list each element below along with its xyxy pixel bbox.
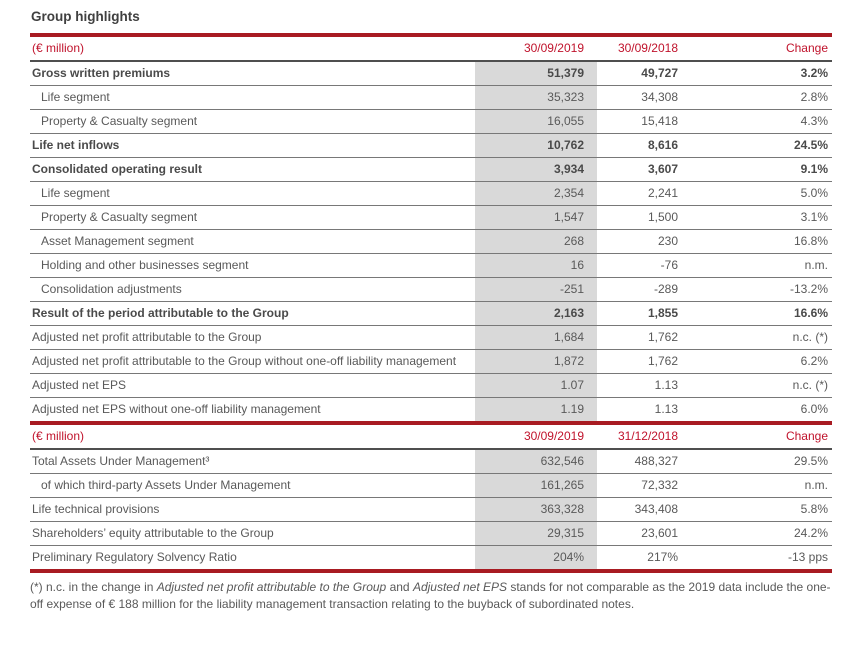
value-prior-period: 1.13 bbox=[654, 378, 678, 392]
table-row bbox=[30, 450, 832, 474]
row-label: Consolidation adjustments bbox=[41, 282, 182, 296]
row-label: Life technical provisions bbox=[32, 502, 160, 516]
table-body-section-1 bbox=[30, 62, 832, 421]
table-row bbox=[30, 546, 832, 569]
value-current-period: 51,379 bbox=[475, 62, 597, 85]
row-label: Life segment bbox=[41, 90, 110, 104]
value-current-period: 268 bbox=[475, 230, 597, 253]
value-prior-period: 2,241 bbox=[647, 186, 678, 200]
table-row bbox=[30, 474, 832, 498]
row-label: Gross written premiums bbox=[32, 66, 171, 80]
value-prior-period: 343,408 bbox=[634, 502, 678, 516]
row-label: Adjusted net EPS without one-off liability management bbox=[32, 402, 321, 416]
table-row bbox=[30, 302, 832, 326]
value-change: 5.0% bbox=[800, 186, 828, 200]
value-prior-period: 34,308 bbox=[641, 90, 678, 104]
value-change: 24.5% bbox=[793, 138, 828, 152]
value-current-period: 161,265 bbox=[475, 474, 597, 497]
row-label: Asset Management segment bbox=[41, 234, 194, 248]
row-label: Total Assets Under Management³ bbox=[32, 454, 210, 468]
footnote-text: and bbox=[386, 580, 413, 594]
table-row bbox=[30, 522, 832, 546]
value-prior-period: -289 bbox=[653, 282, 678, 296]
value-prior-period: 8,616 bbox=[647, 138, 678, 152]
table-row bbox=[30, 350, 832, 374]
table-row bbox=[30, 62, 832, 86]
value-change: 2.8% bbox=[800, 90, 828, 104]
table-row bbox=[30, 398, 832, 421]
value-change: -13 pps bbox=[787, 550, 828, 564]
value-current-period: 10,762 bbox=[475, 134, 597, 157]
value-change: n.c. (*) bbox=[792, 330, 828, 344]
value-change: 24.2% bbox=[793, 526, 828, 540]
value-current-period: 1,872 bbox=[475, 350, 597, 373]
value-current-period: 16 bbox=[475, 254, 597, 277]
column-header-change: Change bbox=[785, 429, 828, 443]
table-header-section-1 bbox=[30, 37, 832, 62]
row-label: Adjusted net profit attributable to the Group without one-off liability management bbox=[32, 354, 457, 368]
row-label: Property & Casualty segment bbox=[41, 210, 198, 224]
row-label: Adjusted net profit attributable to the Group bbox=[32, 330, 262, 344]
value-current-period: 1,547 bbox=[475, 206, 597, 229]
value-change: 3.2% bbox=[800, 66, 828, 80]
table-row bbox=[30, 254, 832, 278]
table-row bbox=[30, 110, 832, 134]
row-label: Holding and other businesses segment bbox=[41, 258, 249, 272]
value-current-period: -251 bbox=[475, 278, 597, 301]
value-prior-period: 1,762 bbox=[647, 330, 678, 344]
value-change: 4.3% bbox=[800, 114, 828, 128]
row-label: of which third-party Assets Under Management bbox=[41, 478, 291, 492]
value-current-period: 632,546 bbox=[475, 450, 597, 473]
group-highlights-table bbox=[30, 33, 832, 573]
table-row bbox=[30, 86, 832, 110]
value-current-period: 35,323 bbox=[475, 86, 597, 109]
value-change: 6.2% bbox=[800, 354, 828, 368]
value-prior-period: 72,332 bbox=[641, 478, 678, 492]
value-change: -13.2% bbox=[789, 282, 828, 296]
value-prior-period: 1,855 bbox=[647, 306, 678, 320]
value-prior-period: 3,607 bbox=[647, 162, 678, 176]
value-change: 3.1% bbox=[800, 210, 828, 224]
table-row bbox=[30, 182, 832, 206]
value-change: 9.1% bbox=[800, 162, 828, 176]
value-prior-period: 488,327 bbox=[634, 454, 678, 468]
value-change: n.m. bbox=[804, 478, 828, 492]
value-change: 5.8% bbox=[800, 502, 828, 516]
value-change: n.c. (*) bbox=[792, 378, 828, 392]
table-row bbox=[30, 206, 832, 230]
value-change: n.m. bbox=[804, 258, 828, 272]
row-label: Adjusted net EPS bbox=[32, 378, 127, 392]
row-label: Life segment bbox=[41, 186, 110, 200]
column-header-current: 30/09/2019 bbox=[523, 41, 584, 55]
value-prior-period: 1,762 bbox=[647, 354, 678, 368]
value-current-period: 16,055 bbox=[475, 110, 597, 133]
value-prior-period: 23,601 bbox=[641, 526, 678, 540]
column-header-prior: 30/09/2018 bbox=[617, 41, 678, 55]
unit-label: (€ million) bbox=[32, 41, 85, 55]
value-current-period: 2,163 bbox=[475, 302, 597, 325]
value-change: 6.0% bbox=[800, 402, 828, 416]
row-label: Life net inflows bbox=[32, 138, 120, 152]
value-prior-period: 49,727 bbox=[641, 66, 678, 80]
table-row bbox=[30, 134, 832, 158]
value-prior-period: 15,418 bbox=[641, 114, 678, 128]
table-body-section-2 bbox=[30, 450, 832, 569]
footnote-text: stands for not comparable as the 2019 data include the one-off expense of € 188 million for the liability management transaction relating to the buyback of subordinated notes. bbox=[30, 580, 831, 611]
footnote-text: (*) n.c. in the change in bbox=[30, 580, 157, 594]
value-change: 16.6% bbox=[793, 306, 828, 320]
row-label: Shareholders’ equity attributable to the Group bbox=[32, 526, 274, 540]
row-label: Property & Casualty segment bbox=[41, 114, 198, 128]
table-row bbox=[30, 230, 832, 254]
table-row bbox=[30, 326, 832, 350]
column-header-current: 30/09/2019 bbox=[523, 429, 584, 443]
value-current-period: 1.19 bbox=[475, 398, 597, 421]
footnote-italic-text: Adjusted net profit attributable to the Group bbox=[156, 580, 387, 594]
value-current-period: 3,934 bbox=[475, 158, 597, 181]
table-row bbox=[30, 498, 832, 522]
value-current-period: 2,354 bbox=[475, 182, 597, 205]
column-header-prior: 31/12/2018 bbox=[617, 429, 678, 443]
row-label: Consolidated operating result bbox=[32, 162, 203, 176]
value-prior-period: 230 bbox=[657, 234, 678, 248]
value-current-period: 29,315 bbox=[475, 522, 597, 545]
footnote-italic-text: Adjusted net EPS bbox=[412, 580, 507, 594]
value-current-period: 1,684 bbox=[475, 326, 597, 349]
table-row bbox=[30, 158, 832, 182]
row-label: Result of the period attributable to the Group bbox=[32, 306, 289, 320]
page-title: Group highlights bbox=[31, 9, 140, 24]
row-label: Preliminary Regulatory Solvency Ratio bbox=[32, 550, 237, 564]
value-change: 29.5% bbox=[793, 454, 828, 468]
value-current-period: 363,328 bbox=[475, 498, 597, 521]
table-header-section-2 bbox=[30, 425, 832, 450]
column-header-change: Change bbox=[785, 41, 828, 55]
footnote bbox=[30, 579, 836, 612]
value-prior-period: 1.13 bbox=[654, 402, 678, 416]
unit-label: (€ million) bbox=[32, 429, 85, 443]
value-prior-period: 1,500 bbox=[647, 210, 678, 224]
value-current-period: 1.07 bbox=[475, 374, 597, 397]
value-prior-period: 217% bbox=[647, 550, 678, 564]
table-row bbox=[30, 278, 832, 302]
value-prior-period: -76 bbox=[660, 258, 678, 272]
red-rule-bottom bbox=[30, 569, 832, 573]
value-current-period: 204% bbox=[475, 546, 597, 569]
value-change: 16.8% bbox=[793, 234, 828, 248]
table-row bbox=[30, 374, 832, 398]
